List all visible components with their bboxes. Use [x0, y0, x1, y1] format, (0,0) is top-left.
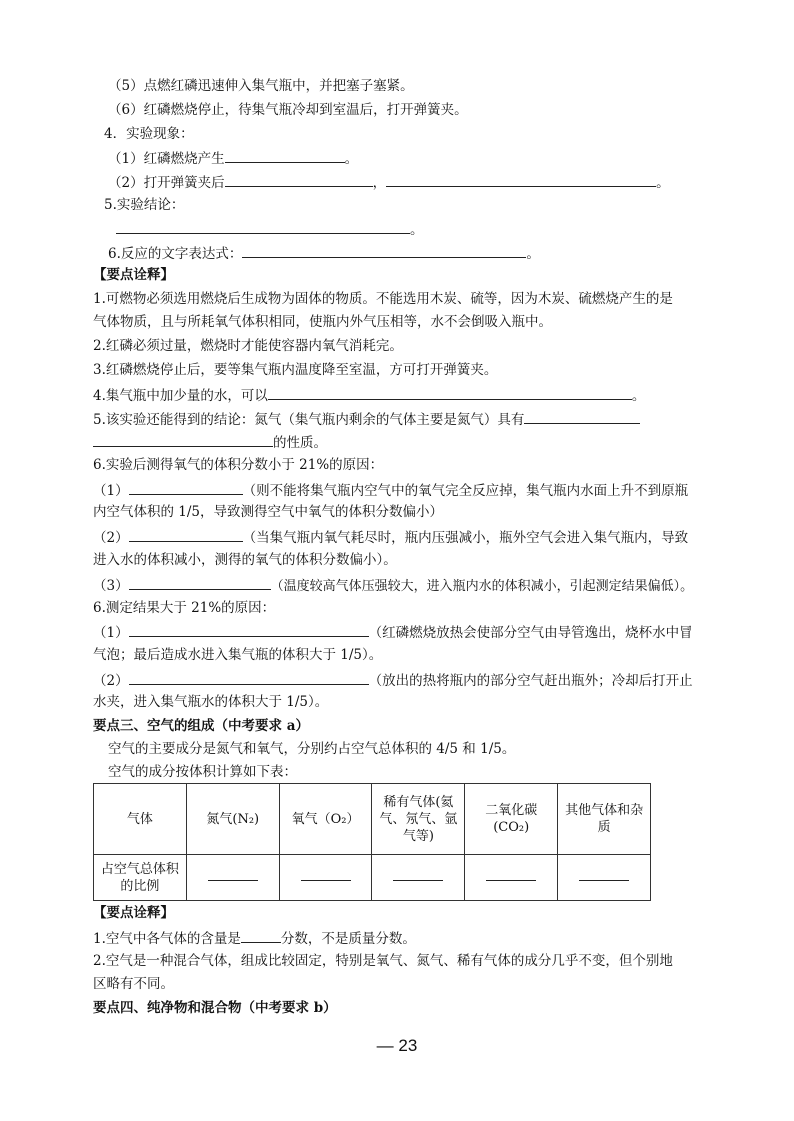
- note-5: [93, 409, 640, 429]
- phenomena-item-2-prefix: （2）打开弹簧夹后: [108, 175, 225, 191]
- note-7-2: [93, 670, 693, 690]
- note2-2-line-1: 2.空气是一种混合气体，组成比较固定，特别是氧气、氮气、稀有气体的成分几乎不变，但个别地: [93, 953, 673, 969]
- note-6-3: [93, 575, 693, 596]
- phenomena-item-2-suffix: 。: [656, 175, 670, 191]
- air-composition-table: [93, 783, 651, 901]
- note-2: 2.红磷必须过量，燃烧时才能使容器内氧气消耗完。: [93, 338, 403, 354]
- answer-blank: [524, 409, 640, 424]
- equation-line: [108, 243, 540, 263]
- note-6-1-cont: 内空气体积的 1/5，导致测得空气中氧气的体积分数偏小）: [93, 504, 444, 520]
- note-4-suffix: 。: [631, 388, 646, 404]
- note-6-1-text: （则不能将集气瓶内空气中的氧气完全反应掉，集气瓶内水面上升不到原瓶: [242, 483, 689, 499]
- answer-blank: [268, 385, 632, 400]
- phenomena-item-1-prefix: （1）红磷燃烧产生: [108, 151, 225, 167]
- note-6-1-prefix: （1）: [93, 483, 129, 499]
- note2-1-suffix: 分数，不是质量分数。: [280, 931, 416, 947]
- answer-blank: [301, 870, 351, 881]
- phenomena-item-1: [108, 148, 358, 168]
- note-6-1: [93, 480, 688, 500]
- note-7-1: [93, 622, 693, 642]
- phenomena-item-2-mid: ，: [372, 175, 387, 191]
- equation-suffix: 。: [526, 246, 540, 262]
- note-7-2-prefix: （2）: [93, 673, 129, 689]
- section-3-heading: 要点三、空气的组成（中考要求 a）: [93, 718, 309, 734]
- table-col-nitrogen: 氮气(N₂): [186, 784, 279, 855]
- table-row-label: 占空气总体积的比例: [94, 855, 187, 901]
- answer-blank: [129, 527, 243, 542]
- note-6-2-prefix: （2）: [93, 530, 129, 546]
- conclusion-suffix: 。: [410, 222, 424, 238]
- note-6-heading: 6.实验后测得氧气的体积分数小于 21%的原因：: [93, 457, 384, 473]
- note-4-prefix: 4.集气瓶中加少量的水，可以: [93, 388, 268, 404]
- table-col-oxygen: 氧气（O₂）: [279, 784, 372, 855]
- answer-blank: [129, 622, 369, 637]
- answer-blank: [579, 870, 629, 881]
- note-6-3-prefix: （3）: [93, 578, 129, 594]
- step-5: （5）点燃红磷迅速伸入集气瓶中，并把塞子塞紧。: [108, 78, 414, 94]
- note-1-line-1: 1.可燃物必须选用燃烧后生成物为固体的物质。不能选用木炭、硫等，因为木炭、硫燃烧产生的是: [93, 291, 673, 307]
- note-6-2-text: （当集气瓶内氧气耗尽时，瓶内压强减小，瓶外空气会进入集气瓶内，导致: [242, 530, 689, 546]
- note2-2-line-2: 区略有不同。: [93, 976, 174, 992]
- note-6-2-cont: 进入水的体积减小，测得的氧气的体积分数偏小）。: [93, 552, 397, 568]
- note-7-heading: 6.测定结果大于 21%的原因：: [93, 600, 276, 616]
- note-4: [93, 385, 645, 405]
- answer-blank: [208, 870, 258, 881]
- note-6-2: [93, 527, 688, 547]
- note-7-2-cont: 水夹，进入集气瓶水的体积大于 1/5）。: [93, 694, 329, 710]
- answer-blank: [486, 870, 536, 881]
- conclusion-answer: [116, 219, 424, 239]
- note2-1: [93, 928, 416, 948]
- section-4-heading: 要点四、纯净物和混合物（中考要求 b）: [93, 1000, 337, 1016]
- notes-heading-2: 【要点诠释】: [93, 905, 174, 921]
- table-col-other: 其他气体和杂质: [558, 784, 651, 855]
- page-number: — 23: [376, 1036, 418, 1055]
- note-5-suffix: 的性质。: [273, 435, 327, 451]
- phenomena-heading: 4．实验现象：: [104, 126, 194, 142]
- phenomena-item-1-suffix: 。: [344, 151, 359, 167]
- answer-blank: [242, 243, 526, 258]
- note-6-3-text: （温度较高气体压强较大，进入瓶内水的体积减小，引起测定结果偏低）。: [270, 579, 694, 594]
- step-6: （6）红磷燃烧停止，待集气瓶冷却到室温后，打开弹簧夹。: [108, 102, 468, 118]
- note-5-cont: [93, 432, 327, 452]
- answer-blank: [393, 870, 443, 881]
- answer-blank: [241, 928, 281, 943]
- answer-blank: [129, 575, 271, 590]
- table-col-rare-gases: 稀有气体(氦气、氖气、氩气等): [372, 784, 465, 855]
- table-cell: [558, 855, 651, 901]
- section-3-intro-2: 空气的成分按体积计算如下表：: [108, 764, 297, 780]
- conclusion-heading: 5.实验结论：: [104, 197, 185, 213]
- answer-blank: [225, 172, 373, 187]
- answer-blank: [225, 148, 345, 163]
- notes-heading: 【要点诠释】: [93, 267, 174, 283]
- answer-blank: [129, 480, 243, 495]
- table-col-co2: 二氧化碳(CO₂): [465, 784, 558, 855]
- note-7-2-text: （放出的热将瓶内的部分空气赶出瓶外；冷却后打开止: [368, 673, 693, 689]
- table-row: [94, 855, 651, 901]
- table-cell: [465, 855, 558, 901]
- answer-blank: [116, 219, 410, 234]
- phenomena-item-2: [108, 172, 670, 192]
- note-5-prefix: 5.该实验还能得到的结论：氮气（集气瓶内剩余的气体主要是氮气）具有: [93, 412, 525, 428]
- note-7-1-prefix: （1）: [93, 625, 129, 641]
- table-header-label: 气体: [94, 784, 187, 855]
- answer-blank: [93, 432, 273, 447]
- note-1-line-2: 气体物质，且与所耗氧气体积相同，使瓶内外气压相等，水不会倒吸入瓶中。: [93, 314, 552, 330]
- answer-blank: [386, 172, 656, 187]
- note-7-1-text: （红磷燃烧放热会使部分空气由导管逸出，烧杯水中冒: [368, 625, 693, 641]
- answer-blank: [129, 670, 369, 685]
- note-3: 3.红磷燃烧停止后，要等集气瓶内温度降至室温，方可打开弹簧夹。: [93, 362, 498, 378]
- table-cell: [372, 855, 465, 901]
- equation-prefix: 6.反应的文字表达式：: [108, 246, 243, 262]
- note-7-1-cont: 气泡；最后造成水进入集气瓶的体积大于 1/5）。: [93, 647, 383, 663]
- section-3-intro-1: 空气的主要成分是氮气和氧气，分别约占空气总体积的 4/5 和 1/5。: [108, 741, 516, 757]
- table-cell: [279, 855, 372, 901]
- note2-1-prefix: 1.空气中各气体的含量是: [93, 931, 241, 947]
- table-header-row: [94, 784, 651, 855]
- table-cell: [186, 855, 279, 901]
